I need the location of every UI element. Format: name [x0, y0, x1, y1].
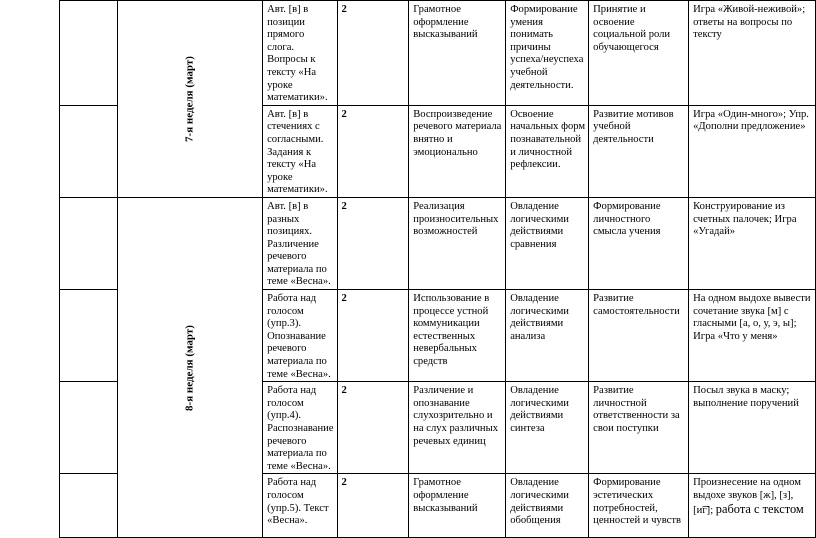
personal-cell: Развитие самостоятельности — [589, 290, 689, 382]
skill-cell: Использование в процессе устной коммуникации естественных невербальных средств — [409, 290, 506, 382]
game-extra-text: работа с текстом — [715, 501, 804, 516]
topic-cell: Работа над голосом (упр.3). Опознавание речевого материала по теме «Весна». — [263, 290, 337, 382]
game-cell — [689, 474, 816, 538]
game-cell: На одном выдохе вывести сочетание звука [м] с гласными [а, о, у, э, ы]; Игра «Что у меня» — [689, 290, 816, 382]
skill-cell: Грамотное оформление высказываний — [409, 474, 506, 538]
topic-cell: Работа над голосом (упр.4). Распознавание речевого материала по теме «Весна». — [263, 382, 337, 474]
hours-cell: 2 — [337, 197, 409, 289]
skill-cell: Различение и опознавание слухозрительно и на слух различных речевых единиц — [409, 382, 506, 474]
game-cell: Посыл звука в маску; выполнение поручений — [689, 382, 816, 474]
lesson-plan-table — [59, 0, 816, 538]
personal-cell: Принятие и освоение социальной роли обучающегося — [589, 1, 689, 106]
personal-cell: Формирование эстетических потребностей, ценностей и чувств — [589, 474, 689, 538]
game-text: Произнесение на одном выдохе звуков [ж], [з], [и͡г]; — [693, 477, 801, 516]
game-cell: Конструирование из счетных палочек; Игра «Угадай» — [689, 197, 816, 289]
meta-cell: Формирование умения понимать причины успеха/неуспеха учебной деятельности. — [506, 1, 589, 106]
meta-cell: Освоение начальных форм познавательной и личностной рефлексии. — [506, 105, 589, 197]
hours-cell: 2 — [337, 1, 409, 106]
personal-cell: Развитие мотивов учебной деятельности — [589, 105, 689, 197]
personal-cell: Формирование личностного смысла учения — [589, 197, 689, 289]
skill-cell: Воспроизведение речевого материала внятно и эмоционально — [409, 105, 506, 197]
hours-cell: 2 — [337, 105, 409, 197]
game-cell: Игра «Один-много»; Упр. «Дополни предложение» — [689, 105, 816, 197]
personal-cell: Развитие личностной ответственности за свои поступки — [589, 382, 689, 474]
empty-cell — [60, 197, 118, 289]
meta-cell: Овладение логическими действиями анализа — [506, 290, 589, 382]
week-cell — [117, 1, 262, 198]
week-label: 8-я неделя (март) — [183, 324, 196, 411]
topic-cell: Авт. [в] в стечениях с согласными. Задания к тексту «На уроке математики». — [263, 105, 337, 197]
empty-cell — [60, 382, 118, 474]
topic-cell: Работа над голосом (упр.5). Текст «Весна». — [263, 474, 337, 538]
meta-cell: Овладение логическими действиями обобщения — [506, 474, 589, 538]
week-label: 7-я неделя (март) — [183, 56, 196, 142]
hours-cell: 2 — [337, 382, 409, 474]
skill-cell: Грамотное оформление высказываний — [409, 1, 506, 106]
meta-cell: Овладение логическими действиями сравнения — [506, 197, 589, 289]
empty-cell — [60, 474, 118, 538]
week-cell — [117, 197, 262, 537]
topic-cell: Авт. [в] в разных позициях. Различение речевого материала по теме «Весна». — [263, 197, 337, 289]
hours-cell: 2 — [337, 474, 409, 538]
meta-cell: Овладение логическими действиями синтеза — [506, 382, 589, 474]
topic-cell: Авт. [в] в позиции прямого слога. Вопросы к тексту «На уроке математики». — [263, 1, 337, 106]
empty-cell — [60, 290, 118, 382]
empty-cell — [60, 1, 118, 106]
hours-cell: 2 — [337, 290, 409, 382]
game-cell: Игра «Живой-неживой»; ответы на вопросы по тексту — [689, 1, 816, 106]
empty-cell — [60, 105, 118, 197]
table-row — [60, 197, 816, 289]
table-row — [60, 1, 816, 106]
skill-cell: Реализация произносительных возможностей — [409, 197, 506, 289]
